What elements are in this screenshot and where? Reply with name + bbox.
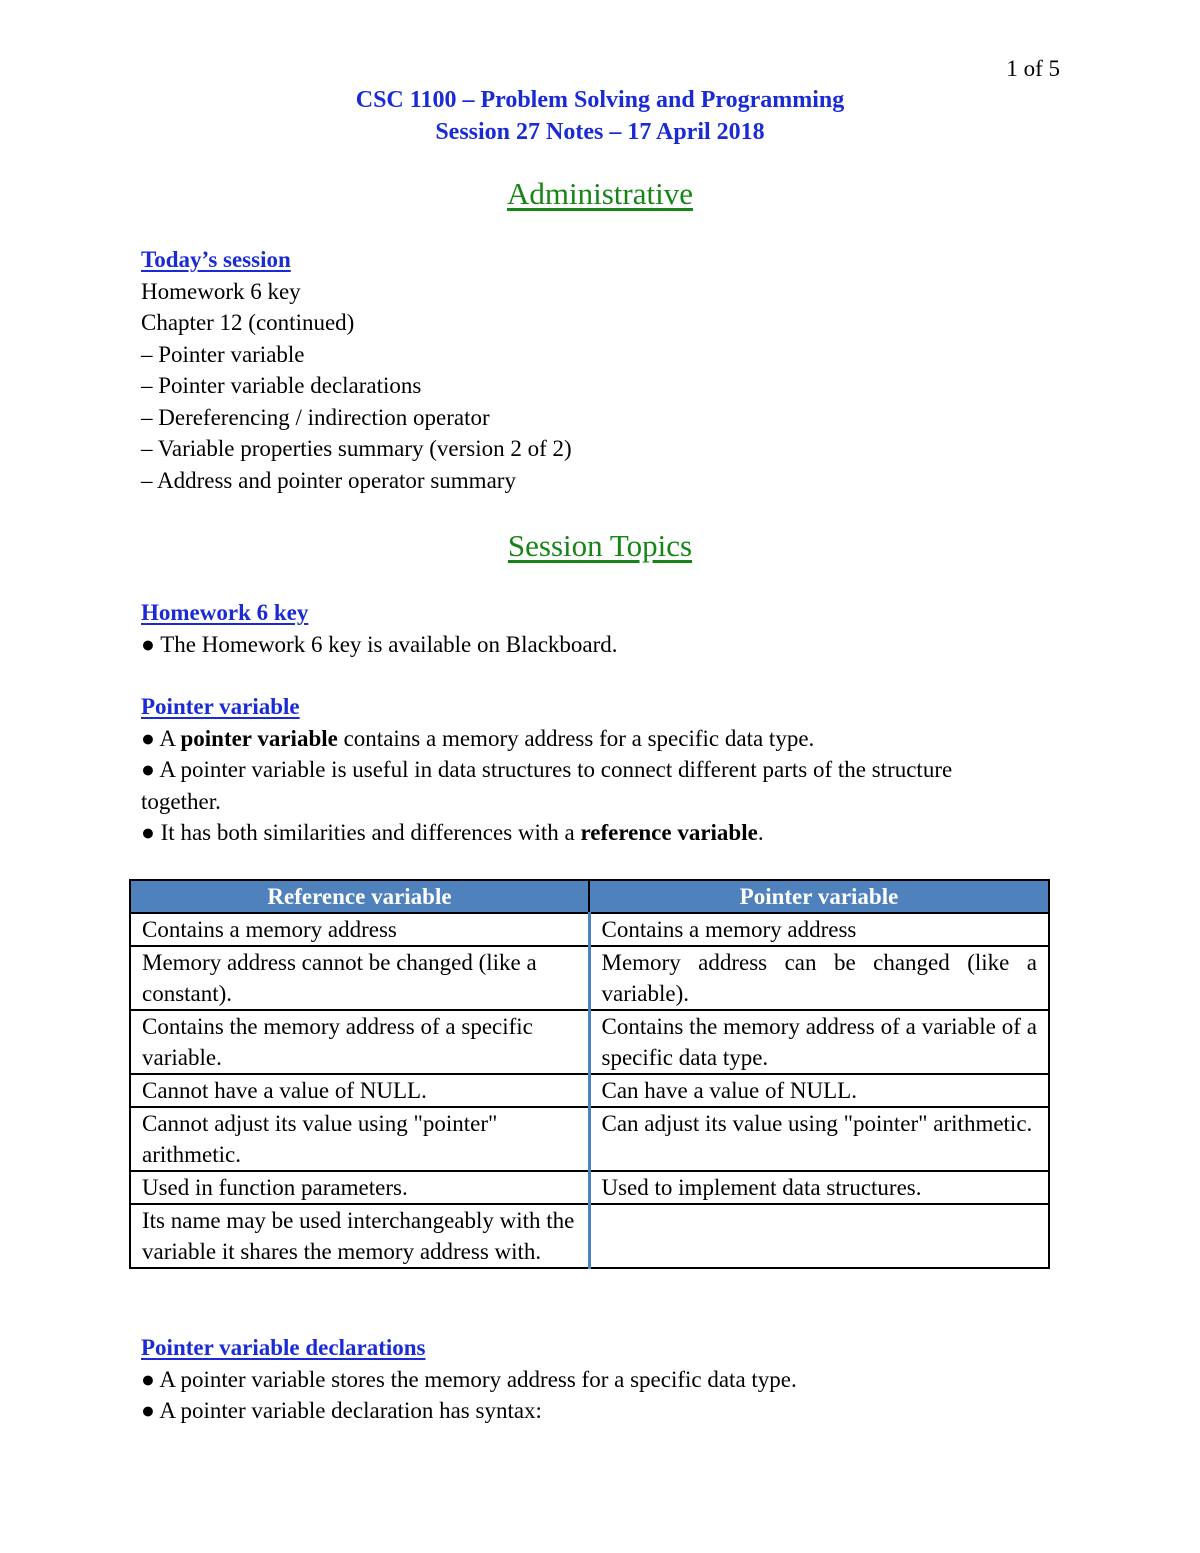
table-cell: Memory address cannot be changed (like a constant). <box>130 946 589 1010</box>
table-row <box>130 1204 1049 1268</box>
declarations-bullet-2: ● A pointer variable declaration has syntax: <box>141 1398 542 1423</box>
table-cell: Used to implement data structures. <box>589 1171 1049 1204</box>
session-item: Chapter 12 (continued) <box>141 310 355 335</box>
table-cell: Used in function parameters. <box>130 1171 589 1204</box>
session-item: – Address and pointer operator summary <box>141 467 516 493</box>
page-number: 1 of 5 <box>1006 56 1060 81</box>
declarations-block <box>141 1332 1061 1427</box>
declarations-bullet-1: ● A pointer variable stores the memory address for a specific data type. <box>141 1366 797 1392</box>
table-row <box>130 1107 1049 1171</box>
course-title: CSC 1100 – Problem Solving and Programming <box>355 87 845 113</box>
session-item: – Dereferencing / indirection operator <box>141 404 490 430</box>
table-header-pointer: Pointer variable <box>589 880 1049 913</box>
table-row <box>130 913 1049 946</box>
table-cell: Its name may be used interchangeably with the variable it shares the memory address with. <box>130 1204 589 1268</box>
todays-session-block <box>141 244 1061 496</box>
table-cell <box>589 1204 1049 1268</box>
table-row <box>130 1010 1049 1074</box>
homework-block <box>141 597 1061 660</box>
administrative-heading: Administrative <box>507 176 693 211</box>
session-subtitle: Session 27 Notes – 17 April 2018 <box>435 119 765 145</box>
todays-session-heading: Today’s session <box>141 247 291 272</box>
table-row <box>130 946 1049 1010</box>
table-row <box>130 1074 1049 1107</box>
session-item: – Pointer variable <box>141 341 305 367</box>
homework-heading: Homework 6 key <box>141 600 309 625</box>
session-topics-heading: Session Topics <box>507 528 693 563</box>
pointer-bullet-1: ● A pointer variable contains a memory address for a specific data type. <box>141 725 815 751</box>
pointer-variable-block <box>141 691 1021 849</box>
pointer-bullet-2: ● A pointer variable is useful in data structures to connect different parts of the structure together. <box>141 757 953 814</box>
table-cell: Memory address can be changed (like a variable). <box>589 946 1049 1010</box>
document-title <box>0 84 1200 148</box>
homework-bullet: ● The Homework 6 key is available on Blackboard. <box>141 631 618 657</box>
table-row <box>130 1171 1049 1204</box>
table-cell: Can adjust its value using "pointer" arithmetic. <box>589 1107 1049 1171</box>
pointer-variable-heading: Pointer variable <box>141 694 300 719</box>
table-cell: Contains a memory address <box>130 913 589 946</box>
session-item: – Variable properties summary (version 2 of 2) <box>141 436 572 461</box>
table-cell: Contains the memory address of a variable of a specific data type. <box>589 1010 1049 1074</box>
session-item: Homework 6 key <box>141 278 301 304</box>
table-cell: Cannot adjust its value using "pointer" arithmetic. <box>130 1107 589 1171</box>
declarations-heading: Pointer variable declarations <box>141 1335 426 1360</box>
table-cell: Contains the memory address of a specific variable. <box>130 1010 589 1074</box>
table-header-reference: Reference variable <box>130 880 589 913</box>
table-cell: Can have a value of NULL. <box>589 1074 1049 1107</box>
table-cell: Cannot have a value of NULL. <box>130 1074 589 1107</box>
pointer-bullet-3: ● It has both similarities and differences with a reference variable. <box>141 820 764 845</box>
comparison-table <box>129 879 1050 1269</box>
table-cell: Contains a memory address <box>589 913 1049 946</box>
session-item: – Pointer variable declarations <box>141 373 422 398</box>
table-header-row <box>130 880 1049 913</box>
